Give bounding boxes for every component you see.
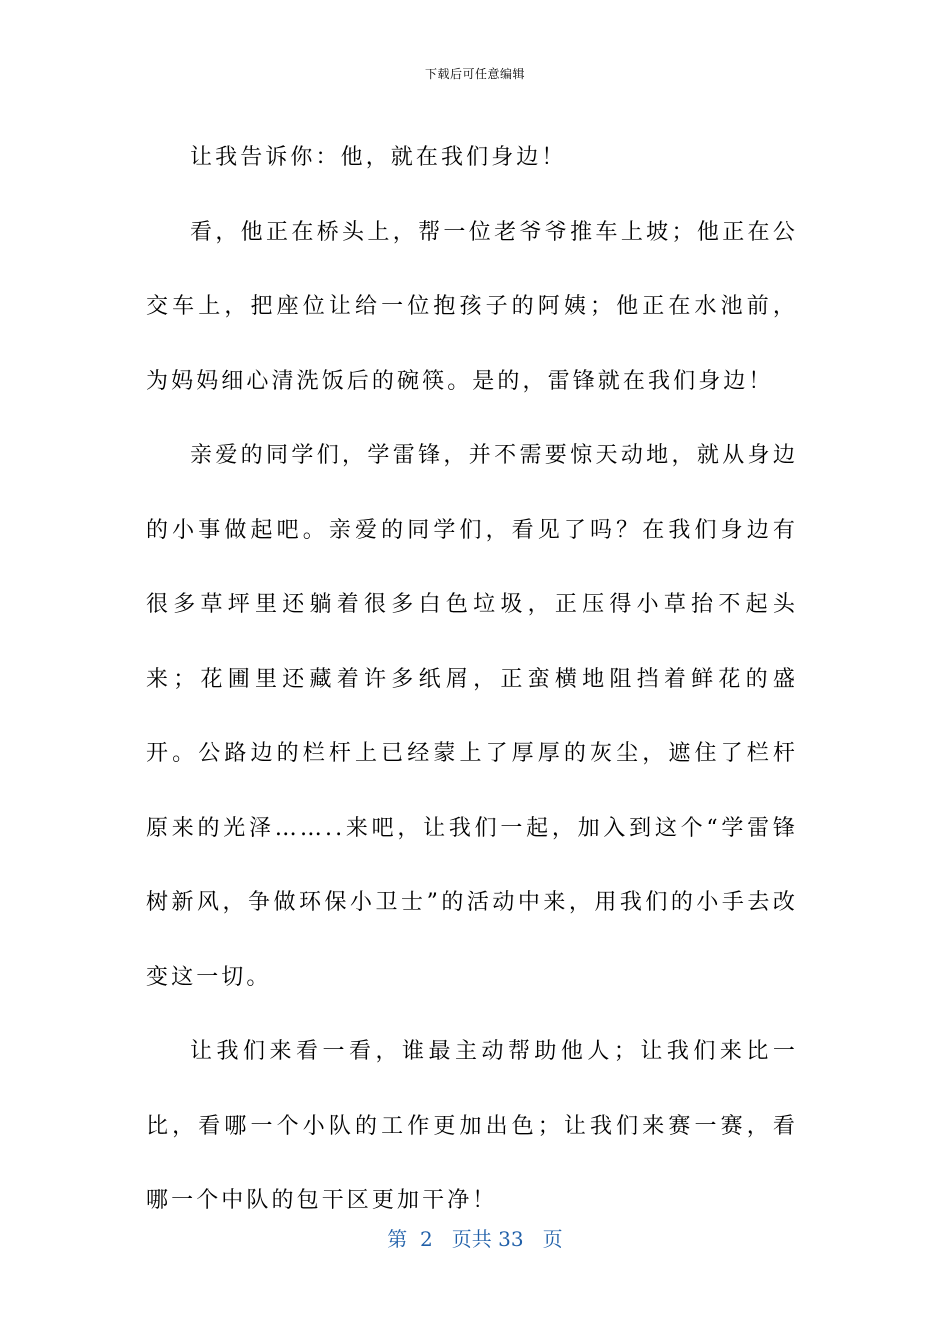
paragraph-3: 亲爱的同学们，学雷锋，并不需要惊天动地，就从身边的小事做起吧。亲爱的同学们，看见了吗？在我们身边有很多草坪里还躺着很多白色垃圾，正压得小草抬不起头来；花圃里还藏着许多纸屑，正蛮横地阻挡着鲜花的盛开。公路边的栏杆上已经蒙上了厚厚的灰尘，遮住了栏杆原来的光泽……..来吧，让我们一起，加入到这个“学雷锋树新风，争做环保小卫士”的活动中来，用我们的小手去改变这一切。 <box>146 443 798 990</box>
page-header: 下载后可任意编辑 <box>424 67 525 81</box>
paragraph-1: 让我告诉你：他，就在我们身边！ <box>190 145 567 170</box>
paragraph-4: 让我们来看一看，谁最主动帮助他人；让我们来比一比，看哪一个小队的工作更加出色；让我们来赛一赛，看哪一个中队的包干区更加干净！ <box>146 1039 798 1213</box>
paragraph-2: 看，他正在桥头上，帮一位老爷爷推车上坡；他正在公交车上，把座位让给一位抱孩子的阿姨；他正在水池前，为妈妈细心清洗饭后的碗筷。是的，雷锋就在我们身边！ <box>146 219 798 394</box>
page-footer-page-number: 第 2 页共 33 页 <box>387 1227 563 1251</box>
document-body <box>146 121 798 1239</box>
